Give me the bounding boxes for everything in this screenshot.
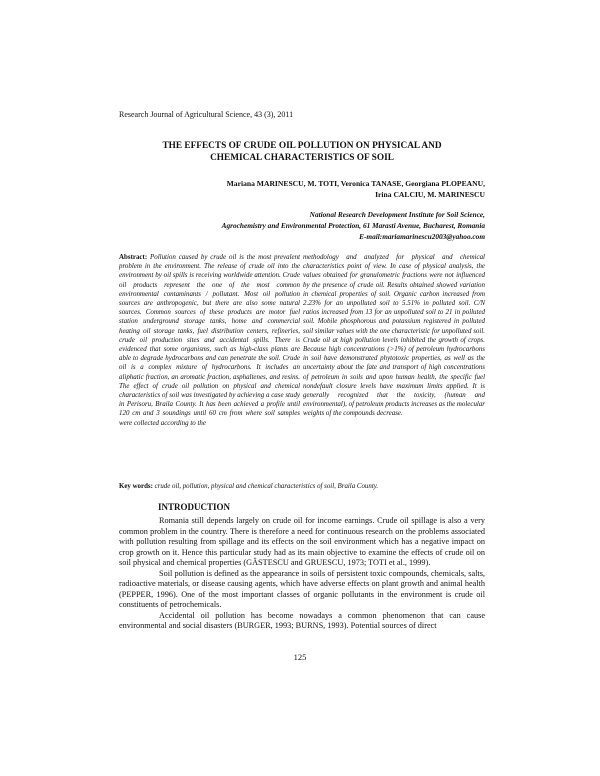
journal-header: Research Journal of Agricultural Science, 43 (3), 2011 (119, 110, 294, 119)
authors-line: Mariana MARINESCU, M. TOTI, Veronica TANASE, Georgiana PLOPEANU, (226, 179, 485, 188)
abstract-left-column (119, 253, 300, 428)
abstract-text-left: Pollution caused by crude oil is the most prevalent problem in the environment. The release of crude oil into the environment by oil spills is receiving worldwide attention. Crude oil products represent the one of the most common environmental contaminants / pollutant. Most oil pollution sources are anthropogenic, but there are also some natural sources. Common sources of these products are motor fuel station underground storage tanks, home and commercial heating oil storage tanks, fuel distribution centers, refineries, crude oil production sites and accidental spills. There is evidenced that some organisms, such as high-class plants are able to degrade hydrocarbons and can penetrate the soil. Crude oil is a complex mixture of hydrocarbons. It includes an aliphatic fraction, an aromatic fraction, asphaltenes, and resins. The effect of crude oil pollution on physical and chemical characteristics of soil was investigated by achieving a case study in Perisoru, Braila County. It has been achieved a profile until 120 cm and 3 soundings until 60 cm from where soil samples were collected according to the (119, 253, 300, 427)
introduction-body (119, 516, 485, 632)
page-number: 125 (293, 652, 307, 662)
title-line: CHEMICAL CHARACTERISTICS OF SOIL (210, 153, 394, 163)
body-paragraph: Soil pollution is defined as the appearance in soils of persistent toxic compounds, chemicals, salts, radioactive materials, or disease causing agents, which have adverse effects on plant growth and animal health (PEPPER, 1996). One of the most important classes of organic pollutants in the environment is crude oil constituents of petrochemicals. (119, 568, 485, 609)
keywords (119, 483, 485, 490)
affiliation (119, 209, 485, 242)
abstract-right-column: methodology and analyzed for physical and chemical characteristics point of view. In case of physical analysis, the values obtained for granulometric fractions were not influenced by the presence of crude oil. Results obtained showed variation in chemical properties of soil. Organic carbon increased from 2.23% for an unpolluted soil to 5.51% in polluted soil. C/N ratios increased from 13 for an unpolluted soil to 21 in polluted soil. Mobile phosphorous and potassium registered in polluted soil similar values with the one characteristic for unpolluted soil. Crude oil at high pollution levels inhibited the growth of crops. Because high concentrations (>1%) of petroleum hydrocarbons in soil have demonstrated phytotoxic properties, as well as the uncertainty about the fate and transport of high concentrations of petroleum in soils and upon human health, the specific fuel nondefault closure levels have maximum limits applied. It is generally recognized that the toxicity, (human and environmental), of petroleum products increases as the molecular weights of the compounds decrease. (303, 253, 486, 418)
email-line: E-mail:mariamarinescu2003@yahoo.com (359, 232, 485, 241)
paper-title (119, 140, 485, 164)
affiliation-line: Agrochemistry and Environmental Protection, 61 Marasti Avenue, Bucharest, Romania (221, 221, 485, 230)
keywords-label: Key words: (119, 483, 153, 490)
body-paragraph: Accidental oil pollution has become nowadays a common phenomenon that can cause environmental and social disasters (BURGER, 1993; BURNS, 1993). Potential sources of direct (119, 610, 485, 630)
affiliation-line: National Research Development Institute for Soil Science, (309, 210, 485, 219)
author-list (119, 178, 485, 200)
section-heading-introduction: INTRODUCTION (158, 502, 231, 512)
abstract-label: Abstract: (119, 253, 148, 261)
body-paragraph: Romania still depends largely on crude oil for income earnings. Crude oil spillage is also a very common problem in the country. There is therefore a need for continuous research on the problems associated with pollution resulting from spillage and its effects on the soil environment which has a negative impact on crop growth on it. Hence this particular study had as its main objective to examine the effects of crude oil on soil physical and chemical properties (GÂSTESCU and GRUESCU, 1973; TOTI et al., 1999). (119, 516, 485, 567)
authors-line: Irina CALCIU, M. MARINESCU (375, 190, 485, 199)
title-line: THE EFFECTS OF CRUDE OIL POLLUTION ON PHYSICAL AND (162, 141, 442, 151)
keywords-text: crude oil, pollution, physical and chemical characteristics of soil, Braila County. (152, 483, 379, 490)
